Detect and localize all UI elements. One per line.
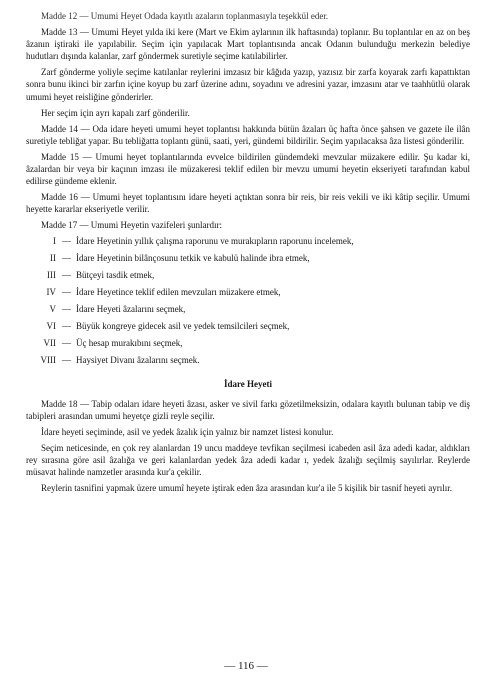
- article-12-paragraph: Madde 12 — Umumi Heyet Odada kayıtlı azaların toplanmasıyla teşekkül eder.: [41, 11, 329, 21]
- list-item-text: Büyük kongreye gidecek asil ve yedek temsilcileri seçmek,: [76, 320, 290, 331]
- list-item-number: III: [47, 269, 56, 280]
- list-item: [26, 338, 470, 349]
- dash-mark: —: [62, 354, 71, 365]
- envelope-voting-paragraph: Zarf gönderme yoliyle seçime katılanlar reylerini imzasız bir kâğıda yazıp, yazısız bir zarfa koyarak zarfı kapattıktan sonra bunu ikinci bir zarfın içine koyup bu zarf üzerine adını, soyadını ve adresini yazar, imzasını atar ve taahhütlü olarak umumi heyet reisliğine gönderirler.: [26, 67, 470, 102]
- list-item: [26, 270, 470, 281]
- list-item-number: IV: [46, 286, 56, 297]
- list-item-text: İdare Heyeti âzalarını seçmek,: [76, 303, 186, 314]
- section-heading: İdare Heyeti: [223, 378, 273, 389]
- article-17-paragraph: Madde 17 — Umumi Heyetin vazifeleri şunlardır:: [41, 220, 222, 231]
- dash-mark: —: [62, 320, 71, 331]
- tally-committee-paragraph: Reylerin tasnifini yapmak üzere umumî heyete iştirak eden âza arasından kur'a ile 5 kişilik bir tasnif heyeti ayrılır.: [41, 483, 452, 494]
- article-14-paragraph: Madde 14 — Oda idare heyeti umumi heyet toplantısı hakkında bütün âzaları üç hafta önce şahsen ve gazete ile ilân suretiyle tebliğat yapar. Bu tebliğatta toplantı günü, saati, yeri, gündemi bildirilir. Seçim yapılacaksa âza listesi gönderilir.: [26, 123, 470, 146]
- dash-mark: —: [62, 337, 71, 348]
- article-18-paragraph: Madde 18 — Tabip odaları idare heyeti âzası, asker ve sivil farkı gözetilmeksizin, odalara kayıtlı bulunan tabip ve diş tabipleri arasından umumi heyetçe gizli reyle seçilir.: [26, 398, 470, 421]
- list-item: [26, 321, 470, 332]
- list-item-number: VIII: [40, 354, 56, 365]
- nominee-list-paragraph: İdare heyeti seçiminde, asil ve yedek âzalık için yalnız bir namzet listesi konulur.: [41, 426, 334, 437]
- dash-mark: —: [62, 303, 71, 314]
- duties-list: [26, 236, 470, 366]
- separate-envelope-paragraph: Her seçim için ayrı kapalı zarf gönderilir.: [41, 107, 190, 118]
- list-item-number: VII: [43, 337, 56, 348]
- dash-mark: —: [62, 286, 71, 297]
- list-item-text: Üç hesap murakıbını seçmek,: [76, 337, 183, 348]
- list-item: [26, 253, 470, 264]
- list-item: [26, 287, 470, 298]
- list-item-text: Haysiyet Divanı âzalarını seçmek.: [76, 354, 200, 365]
- list-item: [26, 236, 470, 247]
- list-item: [26, 304, 470, 315]
- page-number: — 116 —: [224, 660, 268, 672]
- article-15-paragraph: Madde 15 — Umumi heyet toplantılarında evvelce bildirilen gündemdeki mevzular müzakere edilir. Şu kadar ki, âzalardan bir veya bir kaçının imzası ile müzakeresi teklif edilen bir mevzu umumi heyetin ekseriyeti tarafından kabul edilirse gündeme eklenir.: [26, 151, 470, 187]
- list-item-text: İdare Heyetinin yıllık çalışma raporunu ve murakıpların raporunu incelemek,: [76, 235, 354, 246]
- list-item-number: VI: [46, 320, 56, 331]
- list-item-number: II: [50, 252, 56, 263]
- list-item-number: I: [53, 235, 56, 246]
- dash-mark: —: [62, 252, 71, 263]
- list-item-number: V: [49, 303, 56, 314]
- list-item-text: İdare Heyetinin bilânçosunu tetkik ve kabulü halinde ibra etmek,: [76, 252, 310, 263]
- list-item-text: İdare Heyetince teklif edilen mevzuları müzakere etmek,: [76, 286, 281, 297]
- list-item: [26, 355, 470, 366]
- election-result-paragraph: Seçim neticesinde, en çok rey alanlardan 19 uncu maddeye tevfikan seçilmesi icabeden asil âza adedi kadar, aldıkları rey sırasına göre asil âzalığa ve geri kalanlardan yedek âza adedi kadar ı, yedek âzalığı seçilmiş sayılırlar. Reylerde müsavat halinde namzetler arasında kur'a çekilir.: [26, 442, 470, 478]
- dash-mark: —: [62, 269, 71, 280]
- dash-mark: —: [62, 235, 71, 246]
- article-16-paragraph: Madde 16 — Umumi heyet toplantısını idare heyeti açtıktan sonra bir reis, bir reis vekili ve iki kâtip seçilir. Umumi heyette kararlar ekseriyetle verilir.: [26, 192, 470, 215]
- article-13-paragraph: Madde 13 — Umumi Heyet yılda iki kere (Mart ve Ekim aylarının ilk haftasında) toplanır. Bu toplantılar en az on beş âzanın iştiraki ile yapılabilir. Seçim için yapılacak Mart toplantısında ancak Odanın bulunduğu merkezin belediye hudutları dışında kalanlar, zarf göndermek suretiyle seçime katılabilirler.: [26, 27, 470, 62]
- list-item-text: Bütçeyi tasdik etmek,: [76, 269, 155, 280]
